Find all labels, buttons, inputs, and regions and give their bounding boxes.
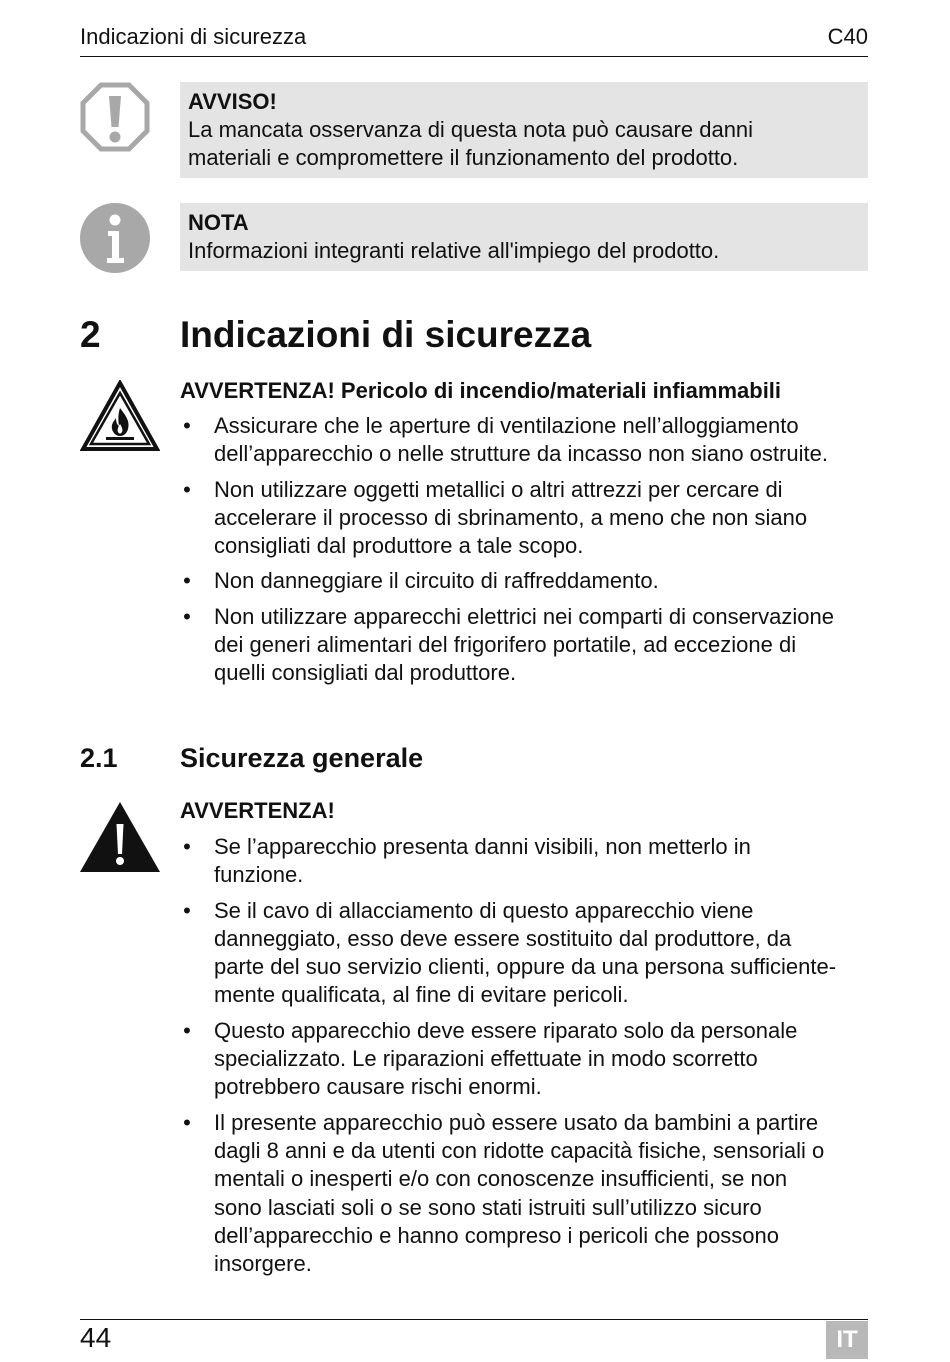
info-circle-icon bbox=[80, 203, 150, 273]
list-item bbox=[180, 412, 870, 469]
warning-title: AVVERTENZA! bbox=[180, 798, 335, 823]
list-item bbox=[180, 1109, 870, 1279]
bullet-symbol: • bbox=[183, 897, 191, 923]
list-line: Non danneggiare il circuito di raffreddamento. bbox=[214, 568, 659, 594]
bullet-symbol: • bbox=[183, 1017, 191, 1043]
list-item bbox=[180, 476, 870, 561]
list-item bbox=[180, 833, 870, 890]
list-line: quelli consigliati dal produttore. bbox=[214, 660, 517, 686]
notice-line: Informazioni integranti relative all'impiego del prodotto. bbox=[188, 238, 720, 263]
list-item bbox=[180, 603, 870, 688]
list-line: consigliati dal produttore a tale scopo. bbox=[214, 533, 584, 559]
list-line: dell’apparecchio o nelle strutture da incasso non siano ostruite. bbox=[214, 441, 828, 467]
list-line: Non utilizzare oggetti metallici o altri attrezzi per cercare di bbox=[214, 476, 783, 502]
list-line: dei generi alimentari del frigorifero portatile, ad eccezione di bbox=[214, 632, 797, 658]
safety-list-general bbox=[180, 833, 870, 1285]
header-model: C40 bbox=[827, 24, 868, 49]
list-line: Il presente apparecchio può essere usato da bambini a partire bbox=[214, 1109, 819, 1135]
language-badge: IT bbox=[826, 1321, 868, 1359]
list-line: specializzato. Le riparazioni effettuate in modo scorretto bbox=[214, 1046, 758, 1072]
list-line: mentali o inesperti e/o con conoscenze insufficienti, se non bbox=[214, 1166, 788, 1192]
notice-line: materiali e compromettere il funzionamento del prodotto. bbox=[188, 145, 739, 170]
notice-nota bbox=[180, 203, 868, 271]
list-line: danneggiato, esso deve essere sostituito dal produttore, da bbox=[214, 925, 792, 951]
list-line: mente qualificata, al fine di evitare pericoli. bbox=[214, 982, 629, 1008]
footer-rule bbox=[80, 1319, 868, 1320]
list-item bbox=[180, 567, 870, 595]
list-line: insorgere. bbox=[214, 1251, 312, 1277]
list-line: Questo apparecchio deve essere riparato solo da personale bbox=[214, 1017, 798, 1043]
notice-line: La mancata osservanza di questa nota può causare danni bbox=[188, 117, 754, 142]
list-line: Non utilizzare apparecchi elettrici nei comparti di conservazione bbox=[214, 603, 834, 629]
list-line: Se l’apparecchio presenta danni visibili, non metterlo in bbox=[214, 834, 751, 859]
header-rule bbox=[80, 56, 868, 57]
list-item bbox=[180, 897, 870, 1010]
list-line: Assicurare che le aperture di ventilazione nell’alloggiamento bbox=[214, 413, 799, 438]
list-line: dagli 8 anni e da utenti con ridotte capacità fisiche, sensoriali o bbox=[214, 1137, 825, 1163]
page-header bbox=[80, 24, 868, 54]
warning-title: AVVERTENZA! Pericolo di incendio/materiali infiammabili bbox=[180, 378, 782, 403]
notice-avviso bbox=[180, 82, 868, 178]
bullet-symbol: • bbox=[183, 568, 191, 594]
list-line: Se il cavo di allacciamento di questo apparecchio viene bbox=[214, 897, 754, 923]
list-item bbox=[180, 1017, 870, 1102]
flammable-warning-icon bbox=[80, 380, 160, 452]
bullet-symbol: • bbox=[183, 834, 191, 859]
safety-list-fire bbox=[180, 412, 870, 695]
bullet-symbol: • bbox=[183, 476, 191, 502]
list-line: funzione. bbox=[214, 862, 304, 888]
list-line: potrebbero causare rischi enormi. bbox=[214, 1074, 542, 1100]
list-line: accelerare il processo di sbrinamento, a meno che non siano bbox=[214, 504, 808, 530]
page-number: 44 bbox=[80, 1322, 112, 1353]
octagon-exclamation-icon bbox=[80, 82, 150, 152]
notice-title: AVVISO! bbox=[188, 89, 277, 114]
section-title: Indicazioni di sicurezza bbox=[180, 314, 592, 355]
subsection-title: Sicurezza generale bbox=[180, 743, 424, 773]
bullet-symbol: • bbox=[183, 413, 191, 438]
list-line: sono lasciati soli o se sono stati istruiti sull’utilizzo sicuro bbox=[214, 1194, 762, 1220]
notice-title: NOTA bbox=[188, 210, 249, 235]
bullet-symbol: • bbox=[183, 1109, 191, 1135]
header-title: Indicazioni di sicurezza bbox=[80, 24, 307, 49]
list-line: dell’apparecchio e hanno compreso i pericoli che possono bbox=[214, 1222, 780, 1248]
subsection-number: 2.1 bbox=[80, 743, 118, 773]
section-number: 2 bbox=[80, 314, 101, 355]
warning-triangle-icon bbox=[80, 802, 160, 872]
list-line: parte del suo servizio clienti, oppure da una persona sufficiente- bbox=[214, 954, 837, 980]
bullet-symbol: • bbox=[183, 603, 191, 629]
